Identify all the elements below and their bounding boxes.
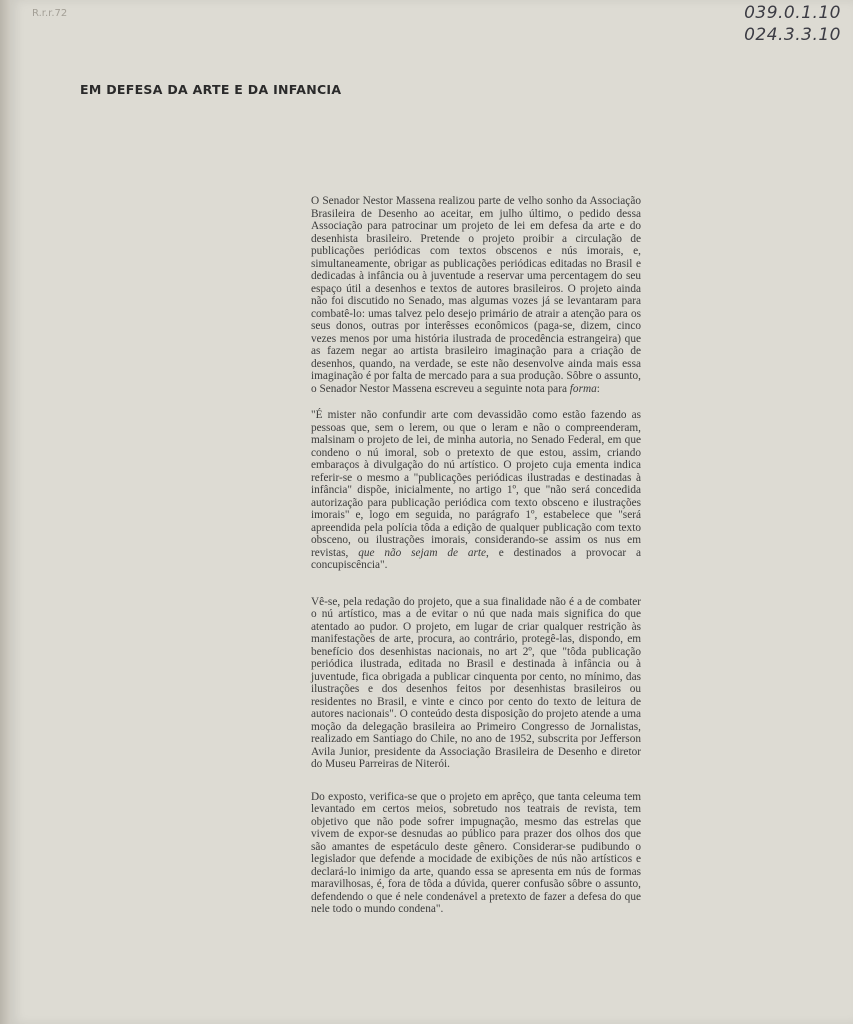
archive-ref-line-1: 039.0.1.10 — [744, 3, 841, 23]
paragraph-1-text: O Senador Nestor Massena realizou parte de velho sonho da Associação Brasileira de Desenho ao aceitar, em julho último, o pedido dessa Associação para patrocinar um projeto de lei em defesa da arte e do desenhista brasileiro. Pretende o projeto proibir a circulação de publicações periódicas com textos obscenos e nús imorais, e, simultaneamente, obrigar as publicações periódicas editadas no Brasil e dedicadas à infância ou à juventude a reservar uma percentagem do seu espaço útil a desenhos e textos de autores brasileiros. O projeto ainda não foi discutido no Senado, mas algumas vozes já se levantaram para combatê-lo: umas talvez pelo desejo primário de atrair a atenção para os seus donos, outras por interêsses econômicos (paga-se, dizem, cinco vezes menos por uma história ilustrada de procedência estrangeira) que as fazem negar ao artista brasileiro imaginação para a criação de desenhos, quando, na verdade, se este não desenvolve ainda mais essa imaginação é por falta de mercado para a sua produção. Sôbre o assunto, o Senador Nestor Massena escreveu a seguinte nota para — [311, 195, 641, 395]
document-body — [311, 195, 641, 916]
paragraph-2-end: , e destinados a provocar a concupiscência". — [311, 546, 641, 571]
paragraph-1-emphasis: forma — [569, 382, 597, 395]
paragraph-4: Do exposto, verifica-se que o projeto em aprêço, que tanta celeuma tem levantado em certos meios, sobretudo nos teatrais de revista, tem objetivo que não pode sofrer impugnação, mesmo das estrelas que vivem de expor-se desnudas ao público para prazer dos olhos dos que são amantes de espetáculo deste gênero. Considerar-se pudibundo o legislador que defende a mocidade de exibições de nús não artísticos e declará-lo inimigo da arte, quando essa se apresenta em nús de formas maravilhosas, é, fora de tôda a dúvida, querer confusão sôbre o assunto, defendendo o que é nele condenável a pretexto de fazer a defesa do que nele todo o mundo condena". — [311, 790, 641, 915]
paragraph-2-text: "É mister não confundir arte com devassidão como estão fazendo as pessoas que, sem o lerem, ou que o leram e não o compreenderam, malsinam o projeto de lei, de minha autoria, no Senado Federal, em que condeno o nú imoral, sob o pretexto de que estou, assim, criando embaraços à divulgação do nú artístico. O projeto cuja ementa indica referir-se o mesmo a "publicações periódicas ilustradas e destinadas à infância" dispõe, inicialmente, no artigo 1º, que "não será concedida autorização para publicação periódica com texto obsceno e ilustrações imorais" e, logo em seguida, no parágrafo 1º, estabelece que "será apreendida pela polícia tôda a edição de qualquer publicação com texto obsceno, ou ilustrações imorais, considerando-se assim os nus em revistas, — [311, 409, 641, 559]
archive-ref-line-2: 024.3.3.10 — [744, 25, 841, 45]
document-title: EM DEFESA DA ARTE E DA INFANCIA — [80, 82, 342, 97]
paragraph-2-emphasis: que não sejam de arte — [358, 546, 487, 559]
paragraph-3: Vê-se, pela redação do projeto, que a sua finalidade não é a de combater o nú artístico, mas a de evitar o nú que nada mais significa do que atentado ao pudor. O projeto, em lugar de criar qualquer restrição às manifestações de arte, procura, ao contrário, protegê-las, dispondo, em benefício dos desenhistas nacionais, no art 2º, que "tôda publicação periódica ilustrada, editada no Brasil e destinada à infância ou à juventude, fica obrigada a publicar cinquenta por cento, no mínimo, das ilustrações e dos desenhos feitos por desenhistas brasileiros ou residentes no Brasil, e vinte e cinco por cento do texto de leitura de autores nacionais". O conteúdo desta disposição do projeto atende a uma moção da delegação brasileira ao Primeiro Congresso de Jornalistas, realizado em Santiago do Chile, no ano de 1952, subscrita por Jefferson Avila Junior, presidente da Associação Brasileira de Desenho e diretor do Museu Parreiras de Niterói. — [311, 595, 641, 770]
archive-reference — [744, 2, 841, 46]
paragraph-1-end: : — [596, 382, 600, 395]
paragraph-1 — [311, 195, 641, 395]
pencil-annotation: R.r.r.72 — [32, 8, 68, 19]
paragraph-2-quote — [311, 409, 641, 572]
document-page — [10, 0, 853, 1024]
paper-edge — [0, 0, 10, 1024]
